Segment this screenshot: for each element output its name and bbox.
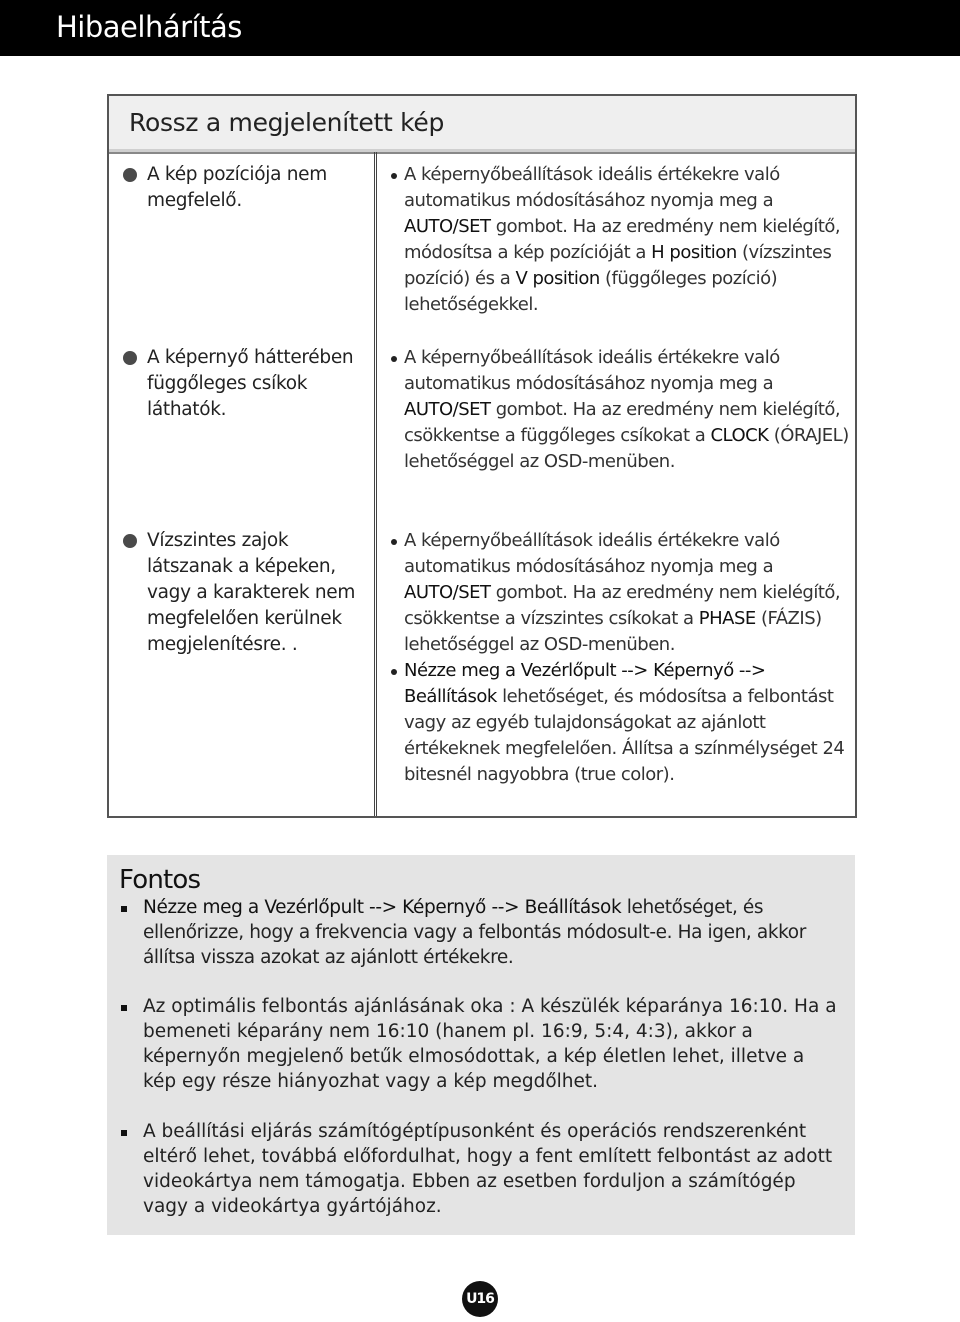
solution-3-item-1: A képernyőbeállítások ideális értékekre való automatikus módosításához nyomja meg a AUTO/SET gombot. Ha az eredmény nem kielégítő, csökkentse a vízszintes csíkokat a PHASE (FÁZIS) lehetőséggel az OSD-menüben. — [389, 528, 849, 658]
bullet-icon — [391, 669, 397, 675]
bullet-dot-icon — [123, 534, 137, 548]
table-header — [109, 96, 855, 154]
square-bullet-icon — [121, 906, 127, 912]
problem-2: A képernyő hátterében függőleges csíkok láthatók. — [123, 345, 359, 423]
solution-3-item-2: Nézze meg a Vezérlőpult --> Képernyő --> Beállítások lehetőséget, és módosítsa a felbontást vagy az egyéb tulajdonságokat az ajánlott értékeknek megfelelően. Állítsa a színmélységet 24 bitesnél nagyobbra (true color). — [389, 658, 849, 788]
note-item-3: A beállítási eljárás számítógéptípusonként és operációs rendszerenként eltérő lehet, továbbá előfordulhat, hogy a fent említett felbontást az adott videokártya nem támogatja. Ebben az esetben forduljon a számítógép vagy a videokártya gyártójához. — [119, 1119, 843, 1219]
problem-1: A kép pozíciója nem megfelelő. — [123, 162, 359, 214]
table-title: Rossz a megjelenített kép — [129, 108, 445, 137]
troubleshooting-table — [107, 94, 857, 818]
square-bullet-icon — [121, 1130, 127, 1136]
solution-2-item-1: A képernyőbeállítások ideális értékekre való automatikus módosításához nyomja meg a AUTO/SET gombot. Ha az eredmény nem kielégítő, csökkentse a függőleges csíkokat a CLOCK (ÓRAJEL) lehetőséggel az OSD-menüben. — [389, 345, 849, 475]
page-number-badge: U16 — [462, 1281, 498, 1317]
column-divider — [374, 152, 377, 816]
important-note-box — [107, 855, 855, 1235]
bullet-icon — [391, 356, 397, 362]
solution-1-item-1: A képernyőbeállítások ideális értékekre való automatikus módosításához nyomja meg a AUTO/SET gombot. Ha az eredmény nem kielégítő, módosítsa a kép pozícióját a H position (vízszintes pozíció) és a V position (függőleges pozíció) lehetőségekkel. — [389, 162, 849, 318]
bullet-dot-icon — [123, 168, 137, 182]
problem-3: Vízszintes zajok látszanak a képeken, vagy a karakterek nem megfelelően kerülnek megjelenítésre. . — [123, 528, 359, 658]
solution-3 — [389, 528, 849, 788]
bullet-icon — [391, 539, 397, 545]
solution-1 — [389, 162, 849, 318]
page-title: Hibaelhárítás — [56, 10, 242, 44]
page-header — [0, 0, 960, 56]
bullet-icon — [391, 173, 397, 179]
note-item-2: Az optimális felbontás ajánlásának oka : A készülék képaránya 16:10. Ha a bemeneti képarány nem 16:10 (hanem pl. 16:9, 5:4, 4:3), akkor a képernyőn megjelenő betűk elmosódottak, a kép életlen lehet, illetve a kép egy része hiányozhat vagy a kép megdőlhet. — [119, 994, 843, 1094]
note-item-1: Nézze meg a Vezérlőpult --> Képernyő --> Beállítások lehetőséget, és ellenőrizze, hogy a frekvencia vagy a felbontás módosult-e. Ha igen, akkor állítsa vissza azokat az ajánlott értékekre. — [119, 895, 843, 970]
note-title: Fontos — [119, 865, 201, 895]
solution-2 — [389, 345, 849, 475]
bullet-dot-icon — [123, 351, 137, 365]
square-bullet-icon — [121, 1005, 127, 1011]
